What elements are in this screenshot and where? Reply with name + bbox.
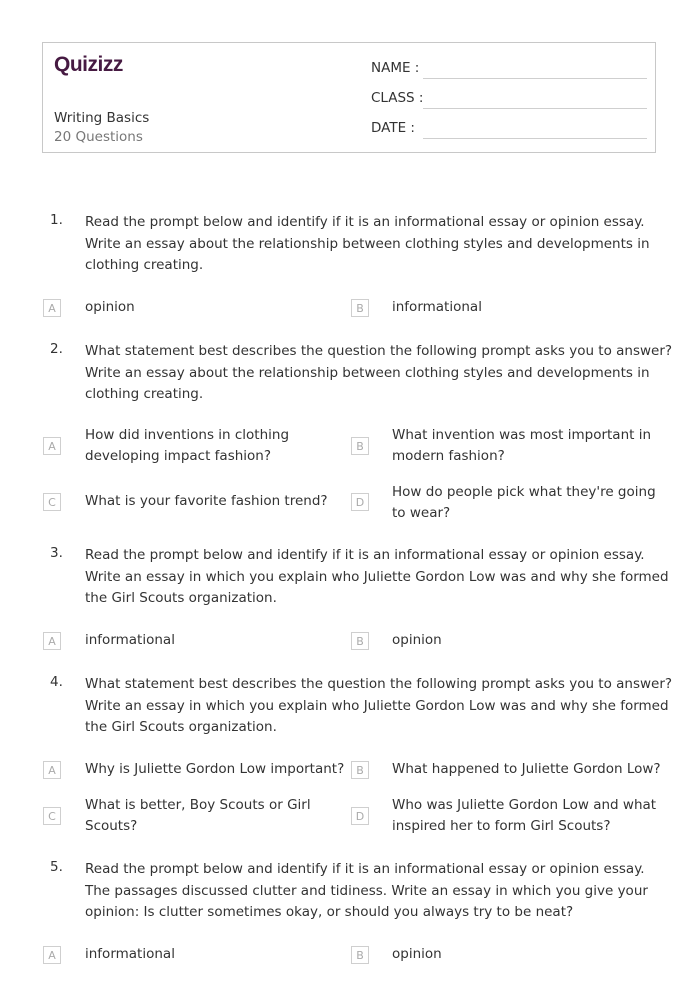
option-b-text[interactable]: opinion [392,632,442,648]
question-line: Write an essay in which you explain who Juliette Gordon Low was and why she formed [85,697,669,714]
option-letter-a[interactable]: A [43,632,61,650]
option-b-text[interactable]: informational [392,299,482,315]
option-a-text[interactable]: informational [85,632,175,648]
quizizz-logo: Quizizz [54,53,123,76]
question-line: the Girl Scouts organization. [85,590,277,606]
name-label: NAME : [371,60,420,76]
question-count: 20 Questions [54,129,143,145]
option-d-text[interactable] [392,795,656,837]
question-line: Read the prompt below and identify if it is an informational essay or opinion essay. [85,547,645,563]
option-line: How do people pick what they're going [392,484,656,500]
option-letter-c[interactable]: C [43,807,61,825]
question-line: Read the prompt below and identify if it is an informational essay or opinion essay. [85,214,645,230]
worksheet-header [42,42,656,153]
option-letter-b[interactable]: B [351,437,369,455]
option-line: Scouts? [85,818,138,834]
option-a-text[interactable]: Why is Juliette Gordon Low important? [85,761,345,777]
question-line: Write an essay in which you explain who Juliette Gordon Low was and why she formed [85,568,669,585]
option-a-text[interactable]: opinion [85,299,135,315]
class-field[interactable] [423,108,647,109]
name-field[interactable] [423,78,647,79]
question-number: 1. [50,212,63,228]
option-letter-b[interactable]: B [351,761,369,779]
option-line: How did inventions in clothing [85,427,290,443]
option-letter-b[interactable]: B [351,299,369,317]
question-line: What statement best describes the question the following prompt asks you to answer? [85,676,673,692]
question-line: Read the prompt below and identify if it is an informational essay or opinion essay. [85,861,645,877]
option-line: developing impact fashion? [85,448,272,464]
question-line: The passages discussed clutter and tidiness. Write an essay in which you give your [85,882,648,899]
question-line: clothing creating. [85,386,204,402]
option-c-text[interactable]: What is your favorite fashion trend? [85,493,328,509]
date-field[interactable] [423,138,647,139]
question-text [85,674,673,739]
option-letter-a[interactable]: A [43,437,61,455]
option-letter-a[interactable]: A [43,946,61,964]
question-line: the Girl Scouts organization. [85,719,277,735]
question-line: Write an essay about the relationship between clothing styles and developments in [85,364,650,381]
question-number: 5. [50,859,63,875]
option-letter-b[interactable]: B [351,946,369,964]
question-text [85,341,673,406]
question-text [85,859,655,924]
question-line: Write an essay about the relationship between clothing styles and developments in [85,235,650,252]
worksheet-title: Writing Basics [54,110,150,126]
option-line: modern fashion? [392,448,505,464]
option-letter-a[interactable]: A [43,299,61,317]
question-line: clothing creating. [85,257,204,273]
option-line: to wear? [392,505,451,521]
class-label: CLASS : [371,90,424,106]
option-letter-d[interactable]: D [351,493,369,511]
date-label: DATE : [371,120,415,136]
question-line: What statement best describes the question the following prompt asks you to answer? [85,343,673,359]
option-c-text[interactable] [85,795,311,837]
option-letter-b[interactable]: B [351,632,369,650]
question-number: 2. [50,341,63,357]
question-line: opinion: Is clutter sometimes okay, or should you always try to be neat? [85,904,574,920]
option-a-text[interactable]: informational [85,946,175,962]
question-number: 3. [50,545,63,561]
option-b-text[interactable]: What happened to Juliette Gordon Low? [392,761,661,777]
option-letter-d[interactable]: D [351,807,369,825]
question-text [85,212,655,277]
option-letter-c[interactable]: C [43,493,61,511]
question-number: 4. [50,674,63,690]
option-line: Who was Juliette Gordon Low and what [392,797,657,813]
option-line: inspired her to form Girl Scouts? [392,818,611,834]
option-line: What is better, Boy Scouts or Girl [85,797,311,813]
question-text [85,545,669,610]
option-line: What invention was most important in [392,427,652,443]
option-letter-a[interactable]: A [43,761,61,779]
option-d-text[interactable] [392,482,656,524]
option-b-text[interactable]: opinion [392,946,442,962]
option-a-text[interactable] [85,425,289,467]
option-b-text[interactable] [392,425,651,467]
